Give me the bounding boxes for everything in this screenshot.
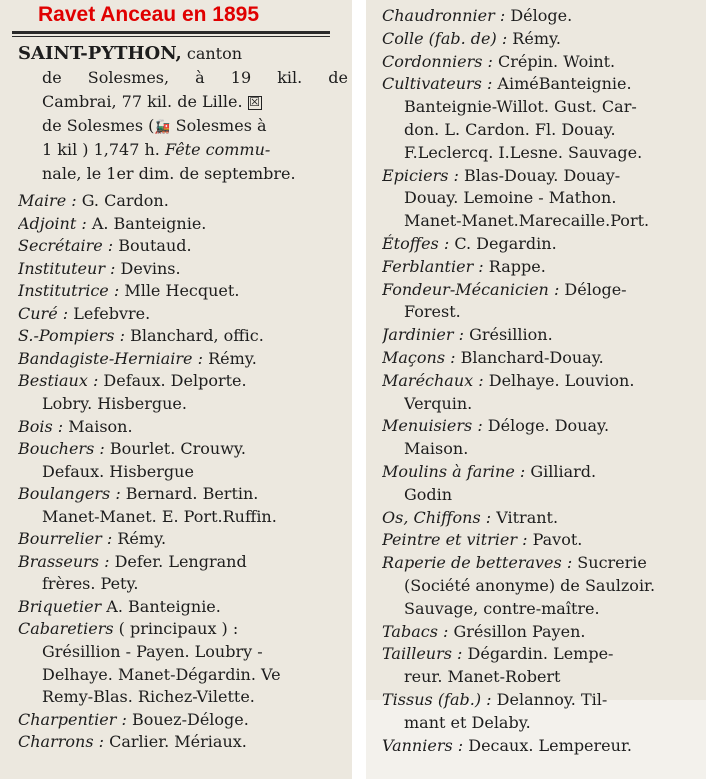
entry-row (404, 598, 702, 620)
entry-text: Rappe. (488, 256, 546, 276)
entry-label: Chaudronnier : (382, 6, 511, 25)
entry-text: Manet-Manet. E. Port.Ruffin. (42, 506, 277, 526)
entry-text: A. Banteignie. (91, 213, 207, 233)
intro-text-canton: canton (186, 44, 243, 63)
entry-label: Maçons : (382, 348, 461, 367)
entry-text: Déloge. Douay. (487, 416, 610, 436)
entry-text: Devins. (120, 258, 181, 278)
entry-text: Bouez-Déloge. (131, 709, 249, 729)
entry-row (382, 370, 702, 392)
entry-row (404, 666, 702, 688)
entry-row (18, 213, 348, 235)
entry-row (18, 258, 348, 280)
entry-row (18, 483, 348, 505)
entry-text: Godin (404, 484, 453, 504)
entry-text: Crépin. Woint. (498, 51, 616, 71)
entry-row (18, 731, 348, 753)
entry-text: Sucrerie (577, 553, 647, 573)
entry-label: Curé : (18, 303, 74, 323)
entry-row (18, 528, 348, 550)
intro-line-1 (18, 43, 348, 65)
entry-text: Defaux. Delporte. (103, 371, 247, 391)
entry-label: Bestiaux : (18, 371, 104, 391)
entry-text: Manet-Manet.Marecaille.Port. (404, 211, 650, 231)
entry-row (18, 438, 348, 460)
entry-row (382, 279, 702, 301)
entry-label: Vanniers : (382, 735, 469, 755)
entry-label: Epiciers : (382, 165, 465, 185)
entry-row (18, 235, 348, 257)
entry-row (42, 573, 348, 595)
entry-row (42, 461, 348, 483)
entry-text: Mlle Hecquet. (124, 281, 240, 301)
entry-text: Blas-Douay. Douay- (464, 165, 621, 185)
entry-row (18, 709, 348, 731)
entry-row (404, 484, 702, 506)
entry-label: Instituteur : (18, 258, 121, 278)
entry-label: Secrétaire : (18, 236, 119, 256)
entry-text: Lobry. Hisbergue. (42, 393, 187, 413)
entry-label: Tissus (fab.) : (382, 690, 497, 709)
entry-label: Adjoint : (18, 213, 92, 233)
entry-row (18, 325, 348, 347)
entry-row (382, 415, 702, 437)
entry-label: Jardinier : (382, 325, 470, 345)
entry-label: Fondeur-Mécanicien : (382, 279, 565, 299)
entry-label: Peintre et vitrier : (382, 530, 533, 550)
entry-text: Bourlet. Crouwy. (109, 439, 246, 459)
entry-label: Briquetier (18, 596, 107, 616)
entry-text: G. Cardon. (81, 191, 169, 210)
entry-row (382, 507, 702, 529)
entry-text: frères. Pety. (42, 574, 139, 594)
entry-text: Carlier. Mériaux. (109, 732, 247, 752)
entry-row (18, 348, 348, 370)
town-name: SAINT-PYTHON, (18, 43, 182, 64)
entry-label: Institutrice : (18, 281, 125, 301)
entry-text: Grésillion. (469, 325, 553, 345)
entry-text: Defaux. Hisbergue (42, 461, 194, 481)
entry-row (382, 5, 702, 27)
entry-row (18, 190, 348, 212)
entry-text: Sauvage, contre-maître. (404, 598, 600, 618)
intro-line-2: de Solesmes, à 19 kil. de (42, 68, 348, 87)
entry-text: Lefebvre. (73, 303, 151, 323)
entry-row (382, 256, 702, 278)
entry-text: Gilliard. (530, 462, 597, 481)
entry-text: Bernard. Bertin. (125, 484, 259, 504)
entry-row (404, 210, 702, 232)
entry-row (18, 596, 348, 618)
entry-row (42, 686, 348, 708)
entry-text: Vitrant. (496, 507, 559, 527)
entry-row (382, 73, 702, 95)
entry-row (382, 461, 702, 483)
entry-row (382, 621, 702, 643)
entry-text: Rémy. (117, 529, 167, 549)
entry-row (404, 119, 702, 141)
entry-row (18, 551, 348, 573)
double-rule-thin (12, 36, 330, 37)
entry-label: Os, Chiffons : (382, 507, 497, 527)
entry-text: Maison. (404, 439, 469, 459)
entry-row (18, 280, 348, 302)
entry-label: Étoffes : (382, 234, 455, 253)
entry-text: Boutaud. (118, 236, 192, 256)
entry-row (382, 689, 702, 711)
entry-label: Bandagiste-Herniaire : (18, 348, 209, 368)
entry-label: Boulangers : (18, 484, 126, 504)
entry-row (404, 187, 702, 209)
entry-text: Déloge. (510, 6, 573, 25)
entry-row (382, 347, 702, 369)
intro-line-6: nale, le 1er dim. de septembre. (42, 164, 296, 183)
intro-text-cambrai: Cambrai, 77 kil. de Lille. (42, 92, 243, 111)
entry-text: mant et Delaby. (404, 712, 531, 732)
entry-label: Maréchaux : (382, 370, 489, 390)
entry-row (18, 416, 348, 438)
entry-label: Bourrelier : (18, 529, 118, 549)
entry-text: (Société anonyme) de Saulzoir. (404, 576, 656, 595)
entry-label: Colle (fab. de) : (382, 28, 513, 48)
entry-label: Maire : (18, 191, 82, 210)
entry-label: Raperie de betteraves : (382, 553, 578, 573)
intro-line-5 (42, 139, 348, 161)
entry-row (404, 712, 702, 734)
entry-label: Charpentier : (18, 709, 132, 729)
entry-text: F.Leclercq. I.Lesne. Sauvage. (404, 142, 643, 162)
entry-text: Banteignie-Willot. Gust. Car- (404, 97, 637, 117)
entry-text: Remy-Blas. Richez-Vilette. (42, 687, 255, 707)
entry-text: ( principaux ) : (118, 619, 239, 639)
intro-line-4 (42, 115, 348, 137)
intro-text-population: 1 kil ) 1,747 h. (42, 140, 160, 159)
entry-label: Bouchers : (18, 439, 110, 459)
entry-label: S.-Pompiers : (18, 326, 131, 346)
entry-text: Delannoy. Til- (496, 690, 608, 709)
entry-label: Moulins à farine : (382, 462, 531, 481)
entry-row (404, 142, 702, 164)
entry-row (382, 643, 702, 665)
entry-text: Delhaye. Manet-Dégardin. Ve (42, 664, 281, 684)
entry-text: A. Banteignie. (106, 596, 221, 616)
entry-text: Déloge- (564, 279, 627, 299)
entry-row (404, 438, 702, 460)
entry-text: Pavot. (532, 530, 583, 550)
intro-text-solesmes: de Solesmes ( (42, 116, 155, 135)
entry-row (42, 393, 348, 415)
entry-text: Maison. (68, 416, 133, 436)
entry-row (42, 506, 348, 528)
entry-text: C. Degardin. (454, 234, 557, 253)
entry-row (18, 303, 348, 325)
entry-text: AiméBanteignie. (497, 74, 632, 94)
entry-row (382, 51, 702, 73)
page-heading: Ravet Anceau en 1895 (38, 3, 260, 26)
post-office-icon: ☒ (249, 94, 261, 109)
entry-row (404, 393, 702, 415)
entry-label: Tabacs : (382, 621, 454, 641)
entry-text: Rémy. (512, 28, 561, 48)
entry-text: Forest. (404, 302, 461, 322)
entry-text: Dégardin. Lempe- (467, 644, 614, 664)
entry-label: Tailleurs : (382, 644, 468, 664)
entry-label: Bois : (18, 416, 69, 436)
entry-row (382, 735, 702, 757)
intro-text-fete: Fête commu- (164, 140, 271, 159)
double-rule-thick (12, 31, 330, 34)
entry-text: Grésillon Payen. (453, 621, 586, 641)
entry-text: reur. Manet-Robert (404, 667, 561, 687)
entry-text: Decaux. Lempereur. (468, 735, 632, 755)
entry-text: Verquin. (404, 393, 473, 413)
entry-text: Rémy. (208, 348, 257, 368)
railway-station-icon: 🚂 (154, 120, 171, 135)
entry-row (382, 233, 702, 255)
entry-row (42, 664, 348, 686)
entry-label: Cabaretiers (18, 619, 119, 639)
entry-text: Delhaye. Louvion. (488, 370, 635, 390)
entry-text: Defer. Lengrand (114, 551, 247, 571)
intro-line-3 (42, 91, 348, 113)
entry-text: Douay. Lemoine - Mathon. (404, 188, 617, 208)
entry-label: Menuisiers : (382, 416, 488, 436)
entry-row (404, 301, 702, 323)
entry-row (404, 575, 702, 597)
entry-row (382, 324, 702, 346)
entry-label: Brasseurs : (18, 551, 115, 571)
entry-row (382, 28, 702, 50)
entry-row (18, 370, 348, 392)
entry-row (404, 96, 702, 118)
entry-row (382, 529, 702, 551)
entry-label: Charrons : (18, 732, 110, 752)
entry-row (382, 552, 702, 574)
entry-row (382, 165, 702, 187)
entry-text: don. L. Cardon. Fl. Douay. (404, 120, 616, 139)
entry-label: Ferblantier : (382, 256, 489, 276)
entry-label: Cordonniers : (382, 51, 499, 71)
entry-row (18, 618, 348, 640)
intro-text-solesmes-a: Solesmes à (175, 116, 267, 135)
entry-text: Blanchard-Douay. (460, 348, 604, 367)
entry-text: Blanchard, offic. (130, 326, 264, 346)
entry-text: Grésillion - Payen. Loubry - (42, 642, 263, 661)
entry-row (42, 641, 348, 663)
entry-label: Cultivateurs : (382, 74, 498, 94)
